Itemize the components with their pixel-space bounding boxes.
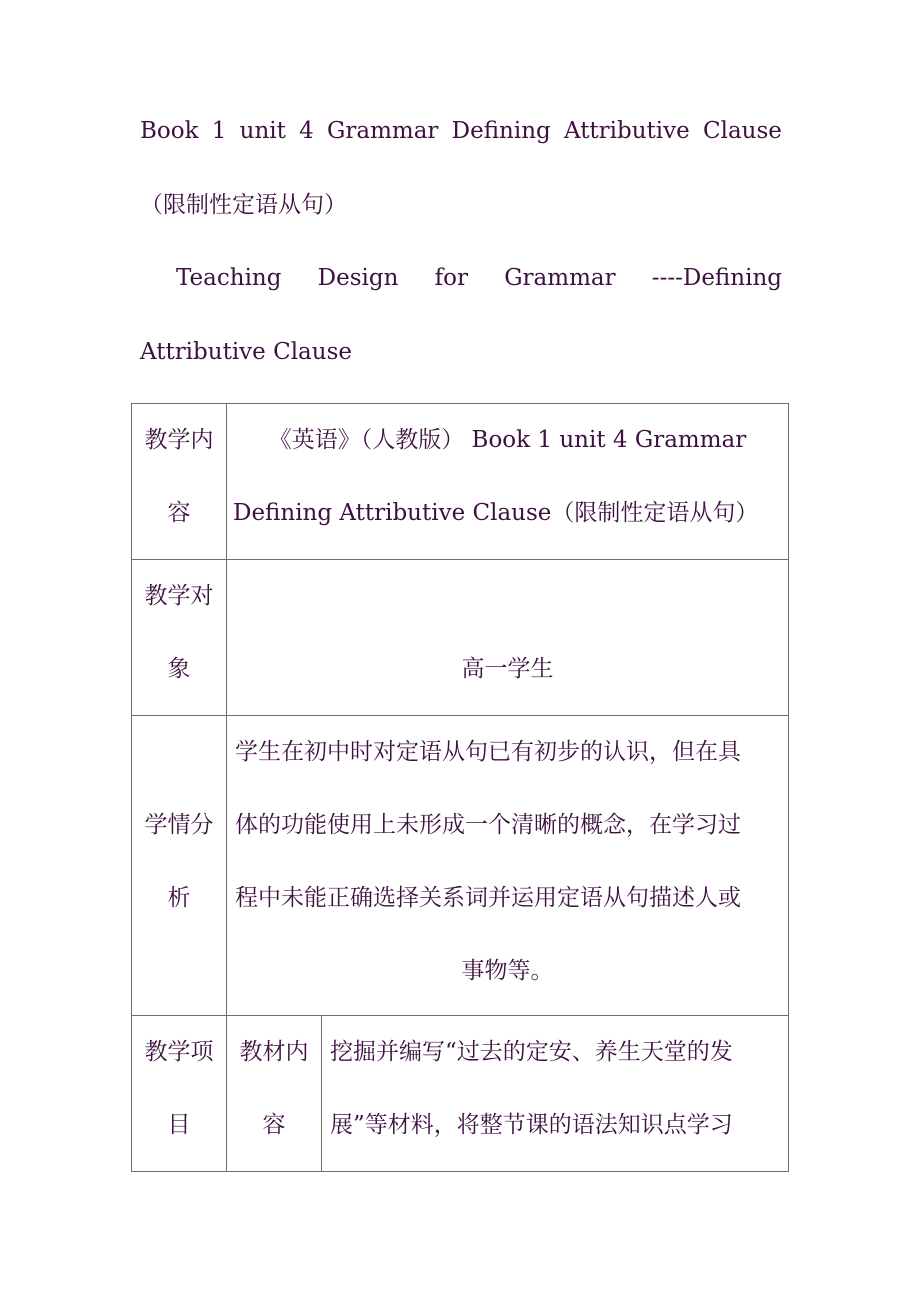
label-cell-analysis bbox=[132, 716, 227, 1016]
value-cell-analysis bbox=[227, 716, 789, 1016]
title-word: Grammar bbox=[327, 118, 439, 144]
title-word: Attributive bbox=[563, 118, 690, 144]
title-word: unit bbox=[239, 118, 286, 144]
label-line: 容 bbox=[167, 500, 191, 526]
lesson-plan-table bbox=[131, 403, 789, 1172]
label-cell-project bbox=[132, 1016, 227, 1172]
value-line: 体的功能使用上未形成一个清晰的概念，在学习过 bbox=[235, 812, 741, 838]
title-word: 1 bbox=[211, 118, 227, 144]
design-word: Teaching bbox=[176, 265, 282, 291]
document-title-line-1 bbox=[140, 115, 782, 147]
design-word: Grammar bbox=[504, 265, 616, 291]
design-word: for bbox=[434, 265, 468, 291]
value-line: 高一学生 bbox=[461, 656, 554, 682]
label-cell-content bbox=[132, 404, 227, 560]
sublabel-line: 容 bbox=[262, 1112, 286, 1138]
label-line: 教学项 bbox=[144, 1039, 214, 1065]
design-heading-line-2: Attributive Clause bbox=[140, 339, 352, 365]
value-line: 展”等材料，将整节课的语法知识点学习 bbox=[330, 1112, 733, 1138]
title-word: 4 bbox=[299, 118, 314, 144]
value-line: 学生在初中时对定语从句已有初步的认识，但在具 bbox=[235, 739, 741, 765]
label-line bbox=[136, 716, 222, 789]
title-word: Book bbox=[140, 118, 199, 144]
value-line: 挖掘并编写“过去的定安、养生天堂的发 bbox=[330, 1039, 733, 1065]
value-line: Defining Attributive Clause（限制性定语从句） bbox=[233, 500, 759, 526]
value-line: 《英语》（人教版） Book 1 unit 4 Grammar bbox=[268, 427, 747, 453]
label-line: 教学内 bbox=[144, 427, 214, 453]
label-line: 象 bbox=[167, 656, 191, 682]
label-cell-target bbox=[132, 560, 227, 716]
value-cell-material bbox=[322, 1016, 789, 1172]
title-word: Defining bbox=[451, 118, 551, 144]
title-word: Clause bbox=[703, 118, 782, 144]
value-line: 事物等。 bbox=[461, 958, 554, 984]
value-cell-target bbox=[227, 560, 789, 716]
table-row-content bbox=[132, 404, 789, 560]
label-line: 析 bbox=[167, 885, 191, 911]
value-cell-content bbox=[227, 404, 789, 560]
design-heading-line-1 bbox=[140, 262, 782, 294]
sublabel-cell-material bbox=[227, 1016, 322, 1172]
value-line: 程中未能正确选择关系词并运用定语从句描述人或 bbox=[235, 885, 741, 911]
table-row-analysis bbox=[132, 716, 789, 1016]
table-row-target bbox=[132, 560, 789, 716]
label-line: 教学对 bbox=[144, 583, 214, 609]
document-title-line-2: （限制性定语从句） bbox=[140, 192, 347, 218]
design-word: Design bbox=[317, 265, 399, 291]
label-line: 目 bbox=[167, 1112, 191, 1138]
value-line bbox=[235, 560, 780, 633]
sublabel-line: 教材内 bbox=[239, 1039, 309, 1065]
table-row-project bbox=[132, 1016, 789, 1172]
label-line: 学情分 bbox=[144, 812, 214, 838]
design-word: ----Defining bbox=[651, 265, 782, 291]
